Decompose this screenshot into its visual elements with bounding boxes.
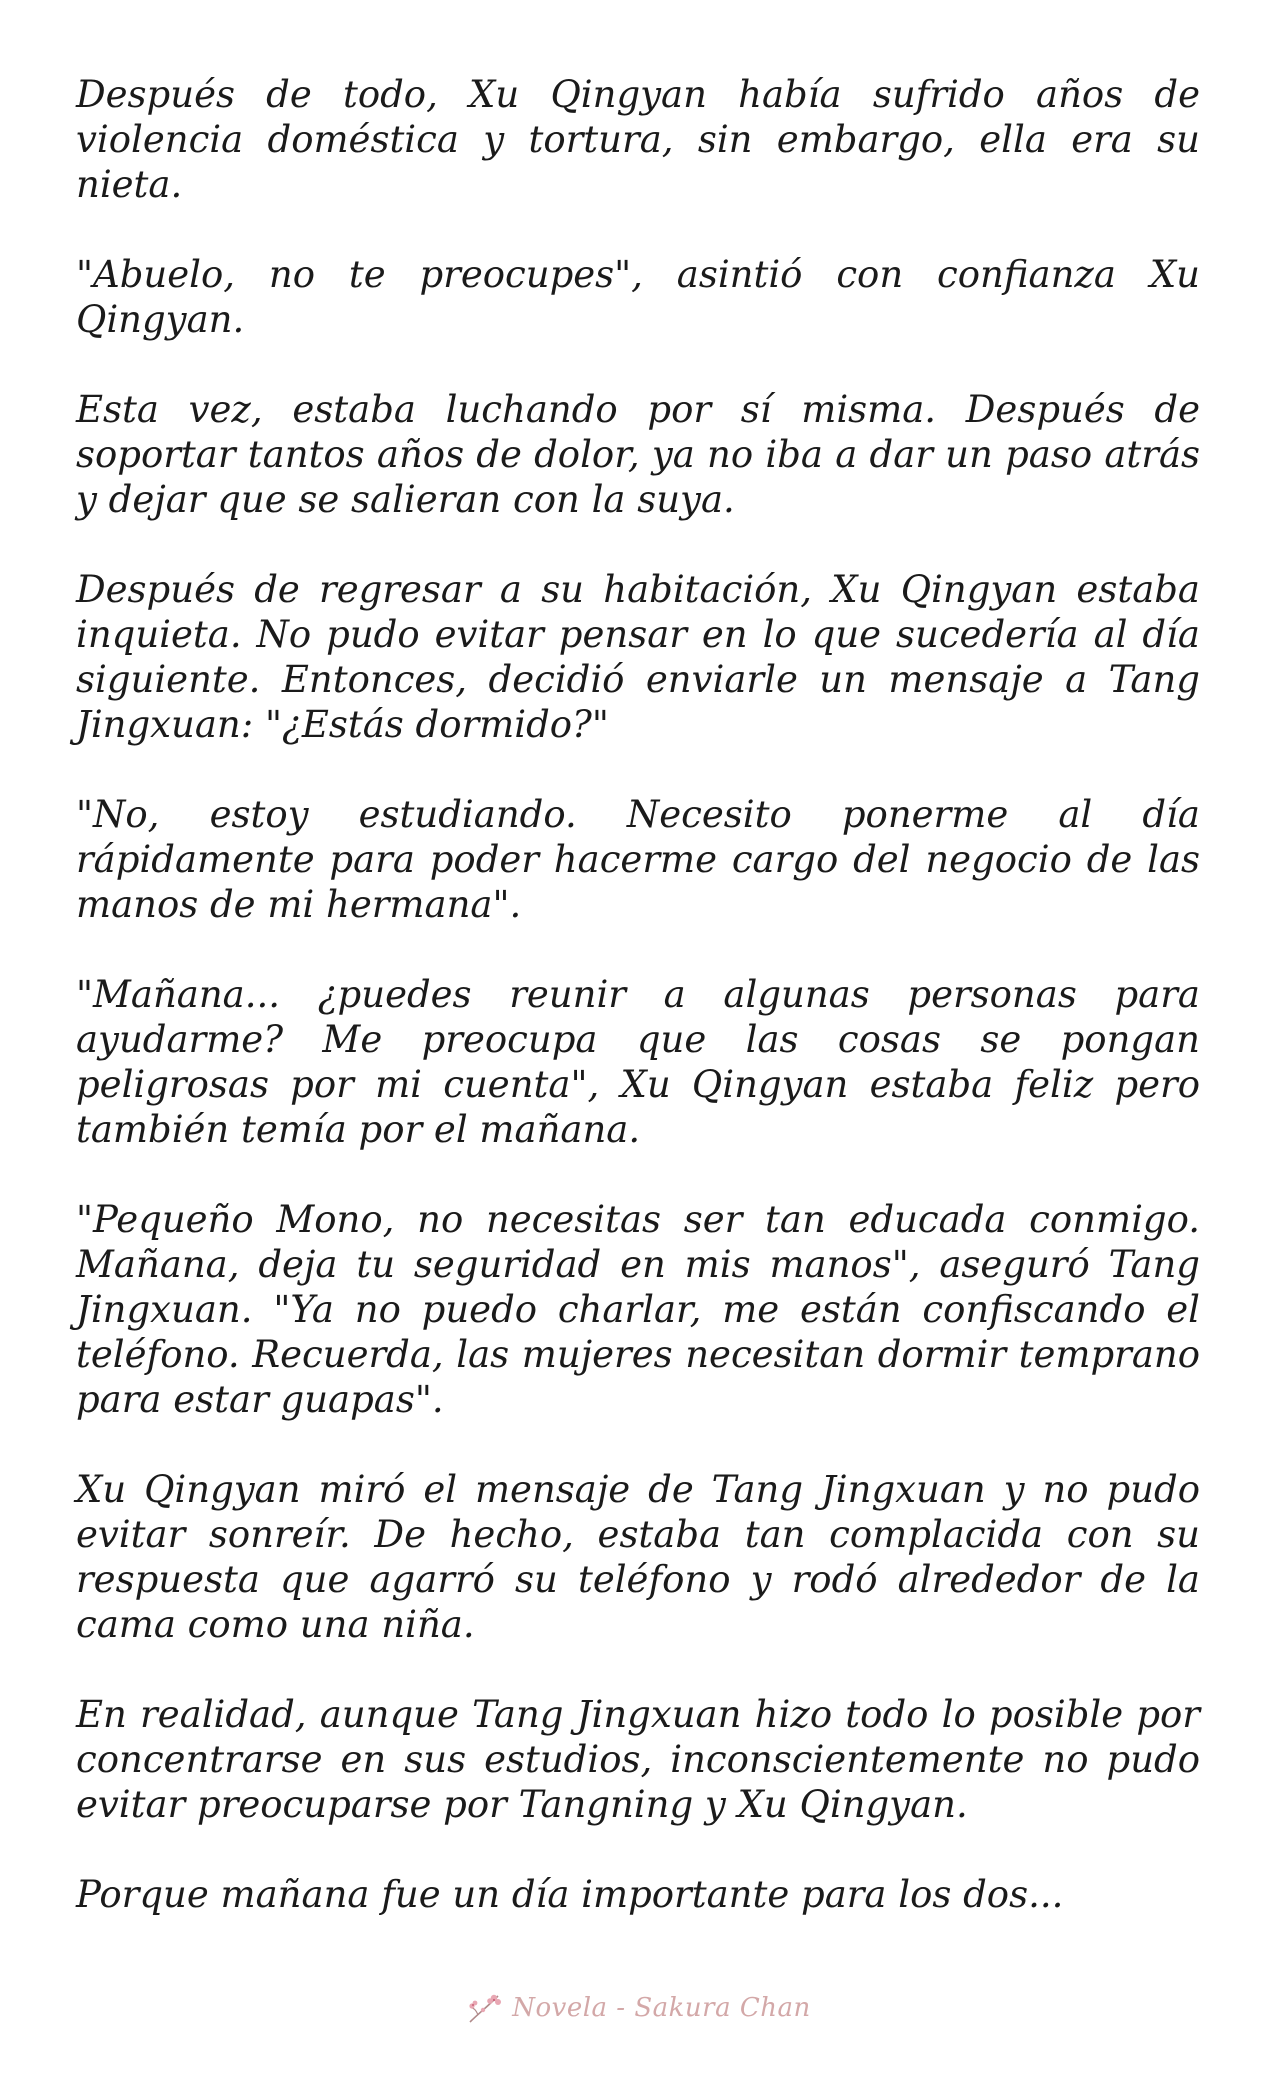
watermark-text: Novela - Sakura Chan — [512, 1993, 811, 2023]
watermark — [0, 1986, 1275, 2030]
paragraph-9: En realidad, aunque Tang Jingxuan hizo todo lo posible por concentrarse en sus estudios, inconscientemente no pudo evitar preocuparse por Tangning y Xu Qingyan. — [76, 1693, 1200, 1826]
paragraph-1: Después de todo, Xu Qingyan había sufrido años de violencia doméstica y tortura, sin embargo, ella era su nieta. — [76, 73, 1200, 206]
story-text — [76, 72, 1200, 1917]
paragraph-2: "Abuelo, no te preocupes", asintió con confianza Xu Qingyan. — [76, 253, 1200, 341]
paragraph-8: Xu Qingyan miró el mensaje de Tang Jingxuan y no pudo evitar sonreír. De hecho, estaba tan complacida con su respuesta que agarró su teléfono y rodó alrededor de la cama como una niña. — [76, 1468, 1200, 1646]
paragraph-5: "No, estoy estudiando. Necesito ponerme al día rápidamente para poder hacerme cargo del negocio de las manos de mi hermana". — [76, 793, 1200, 926]
paragraph-10: Porque mañana fue un día importante para los dos... — [76, 1873, 1064, 1916]
sakura-blossom-icon — [464, 1988, 504, 2028]
paragraph-4: Después de regresar a su habitación, Xu Qingyan estaba inquieta. No pudo evitar pensar en lo que sucedería al día siguiente. Entonces, decidió enviarle un mensaje a Tang Jingxuan: "¿Estás dormido?" — [76, 568, 1200, 746]
paragraph-6: "Mañana... ¿puedes reunir a algunas personas para ayudarme? Me preocupa que las cosas se pongan peligrosas por mi cuenta", Xu Qingyan estaba feliz pero también temía por el mañana. — [76, 973, 1200, 1151]
paragraph-3: Esta vez, estaba luchando por sí misma. Después de soportar tantos años de dolor, ya no iba a dar un paso atrás y dejar que se salieran con la suya. — [76, 388, 1200, 521]
paragraph-7: "Pequeño Mono, no necesitas ser tan educada conmigo. Mañana, deja tu seguridad en mis manos", aseguró Tang Jingxuan. "Ya no puedo charlar, me están confiscando el teléfono. Recuerda, las mujeres necesitan dormir temprano para estar guapas". — [76, 1198, 1200, 1421]
